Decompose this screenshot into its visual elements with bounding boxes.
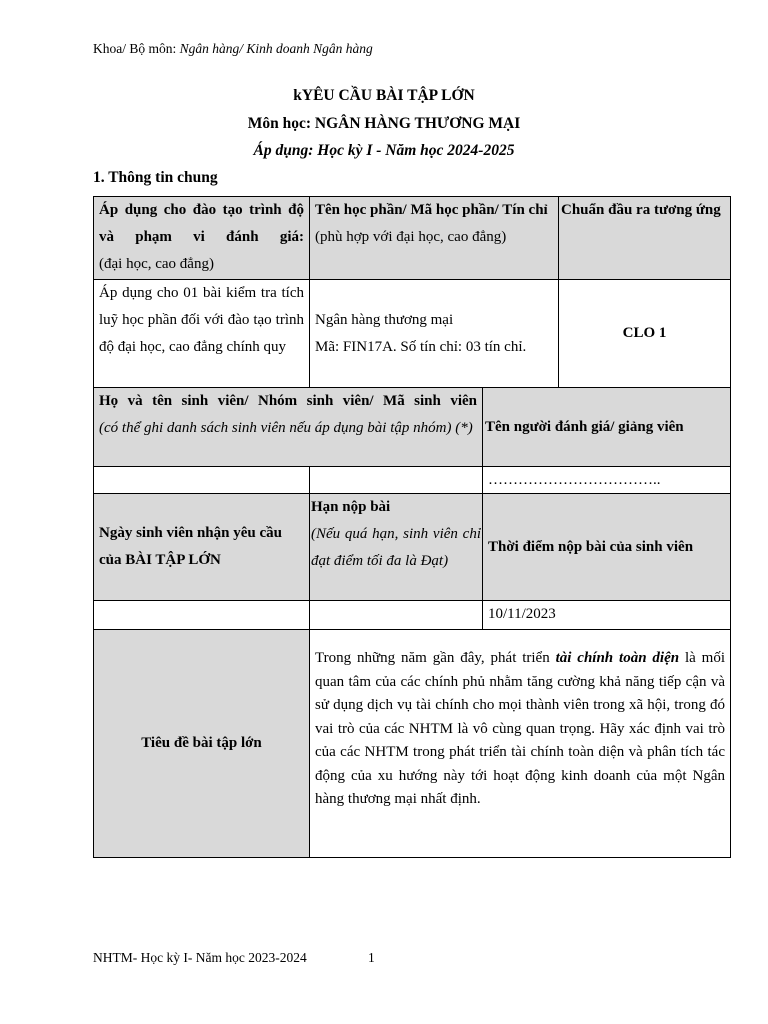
topic-emphasis: tài chính toàn diện xyxy=(555,650,680,666)
received-header: Ngày sinh viên nhận yêu cầu của BÀI TẬP LỚN xyxy=(99,525,282,568)
student-value-cell-a xyxy=(93,466,310,494)
course-header-note: (phù hợp với đại học, cao đẳng) xyxy=(315,229,507,245)
deadline-header: Hạn nộp bài xyxy=(311,499,391,515)
apply-term: Áp dụng: Học kỳ I - Năm học 2024-2025 xyxy=(253,142,515,159)
deadline-header-note: (Nếu quá hạn, sinh viên chỉ đạt điểm tối đa là Đạt) xyxy=(311,526,481,569)
department-header xyxy=(93,41,373,57)
student-header-cell xyxy=(93,387,483,467)
submitted-header-cell xyxy=(482,493,731,601)
topic-text-before: Trong những năm gần đây, phát triển xyxy=(315,650,556,666)
topic-header: Tiêu đề bài tập lớn xyxy=(141,735,262,751)
student-header-title: Họ và tên sinh viên/ Nhóm sinh viên/ Mã sinh viên xyxy=(99,393,477,409)
doc-title: kYÊU CẦU BÀI TẬP LỚN xyxy=(293,87,475,104)
clo-header-cell xyxy=(558,196,731,280)
topic-text-after: là mối quan tâm của các chính phủ nhằm tăng cường khả năng tiếp cận và sử dụng dịch vụ tài chính cho mọi thành viên trong xã hội, trong đó vai trò của các NHTM là vô cùng quan trọng. Hãy xác định vai trò của các NHTM trong phát triển tài chính toàn diện và phân tích tác động của xu hướng này tới hoạt động kinh doanh của một Ngân hàng thương mại nhất định. xyxy=(315,650,725,807)
student-header-note: (có thể ghi danh sách sinh viên nếu áp dụng bài tập nhóm) (*) xyxy=(99,420,473,436)
page-number: 1 xyxy=(368,950,375,965)
section-title: 1. Thông tin chung xyxy=(93,169,218,186)
course-header-title: Tên học phần/ Mã học phần/ Tín chỉ xyxy=(315,202,548,218)
course-code: Mã: FIN17A. Số tín chỉ: 03 tín chỉ. xyxy=(315,338,527,355)
submitted-value-cell xyxy=(482,600,731,630)
evaluator-header: Tên người đánh giá/ giảng viên xyxy=(485,418,684,435)
evaluator-value: …………………………….. xyxy=(488,472,661,488)
topic-header-cell xyxy=(93,629,310,858)
deadline-header-cell xyxy=(309,493,483,601)
subject-title: Môn học: NGÂN HÀNG THƯƠNG MẠI xyxy=(247,115,521,132)
topic-value-cell xyxy=(309,629,731,858)
clo-value: CLO 1 xyxy=(622,325,667,341)
course-header-cell xyxy=(309,196,559,280)
page-footer xyxy=(93,950,375,966)
deadline-value-cell xyxy=(309,600,483,630)
course-name: Ngân hàng thương mại xyxy=(315,311,454,328)
received-header-cell xyxy=(93,493,310,601)
department-prefix: Khoa/ Bộ môn: xyxy=(93,41,180,56)
student-value-cell-b xyxy=(309,466,483,494)
department-name: Ngân hàng/ Kinh doanh Ngân hàng xyxy=(179,41,373,56)
scope-value-cell xyxy=(93,279,310,388)
course-value-cell xyxy=(309,279,559,388)
submitted-header: Thời điểm nộp bài của sinh viên xyxy=(488,538,694,555)
submitted-value: 10/11/2023 xyxy=(488,606,556,622)
scope-value: Áp dụng cho 01 bài kiểm tra tích luỹ học phần đối với đào tạo trình độ đại học, cao đẳng chính quy xyxy=(99,285,304,355)
scope-header-title: Áp dụng cho đào tạo trình độ và phạm vi đánh giá: xyxy=(99,202,304,245)
clo-value-cell xyxy=(558,279,731,388)
footer-text: NHTM- Học kỳ I- Năm học 2023-2024 xyxy=(93,950,307,965)
evaluator-header-cell xyxy=(482,387,731,467)
clo-header-title: Chuẩn đầu ra tương ứng xyxy=(561,202,721,218)
scope-header-cell xyxy=(93,196,310,280)
received-value-cell xyxy=(93,600,310,630)
topic-description xyxy=(315,647,725,812)
evaluator-value-cell xyxy=(482,466,731,494)
scope-header-note: (đại học, cao đẳng) xyxy=(99,256,214,272)
